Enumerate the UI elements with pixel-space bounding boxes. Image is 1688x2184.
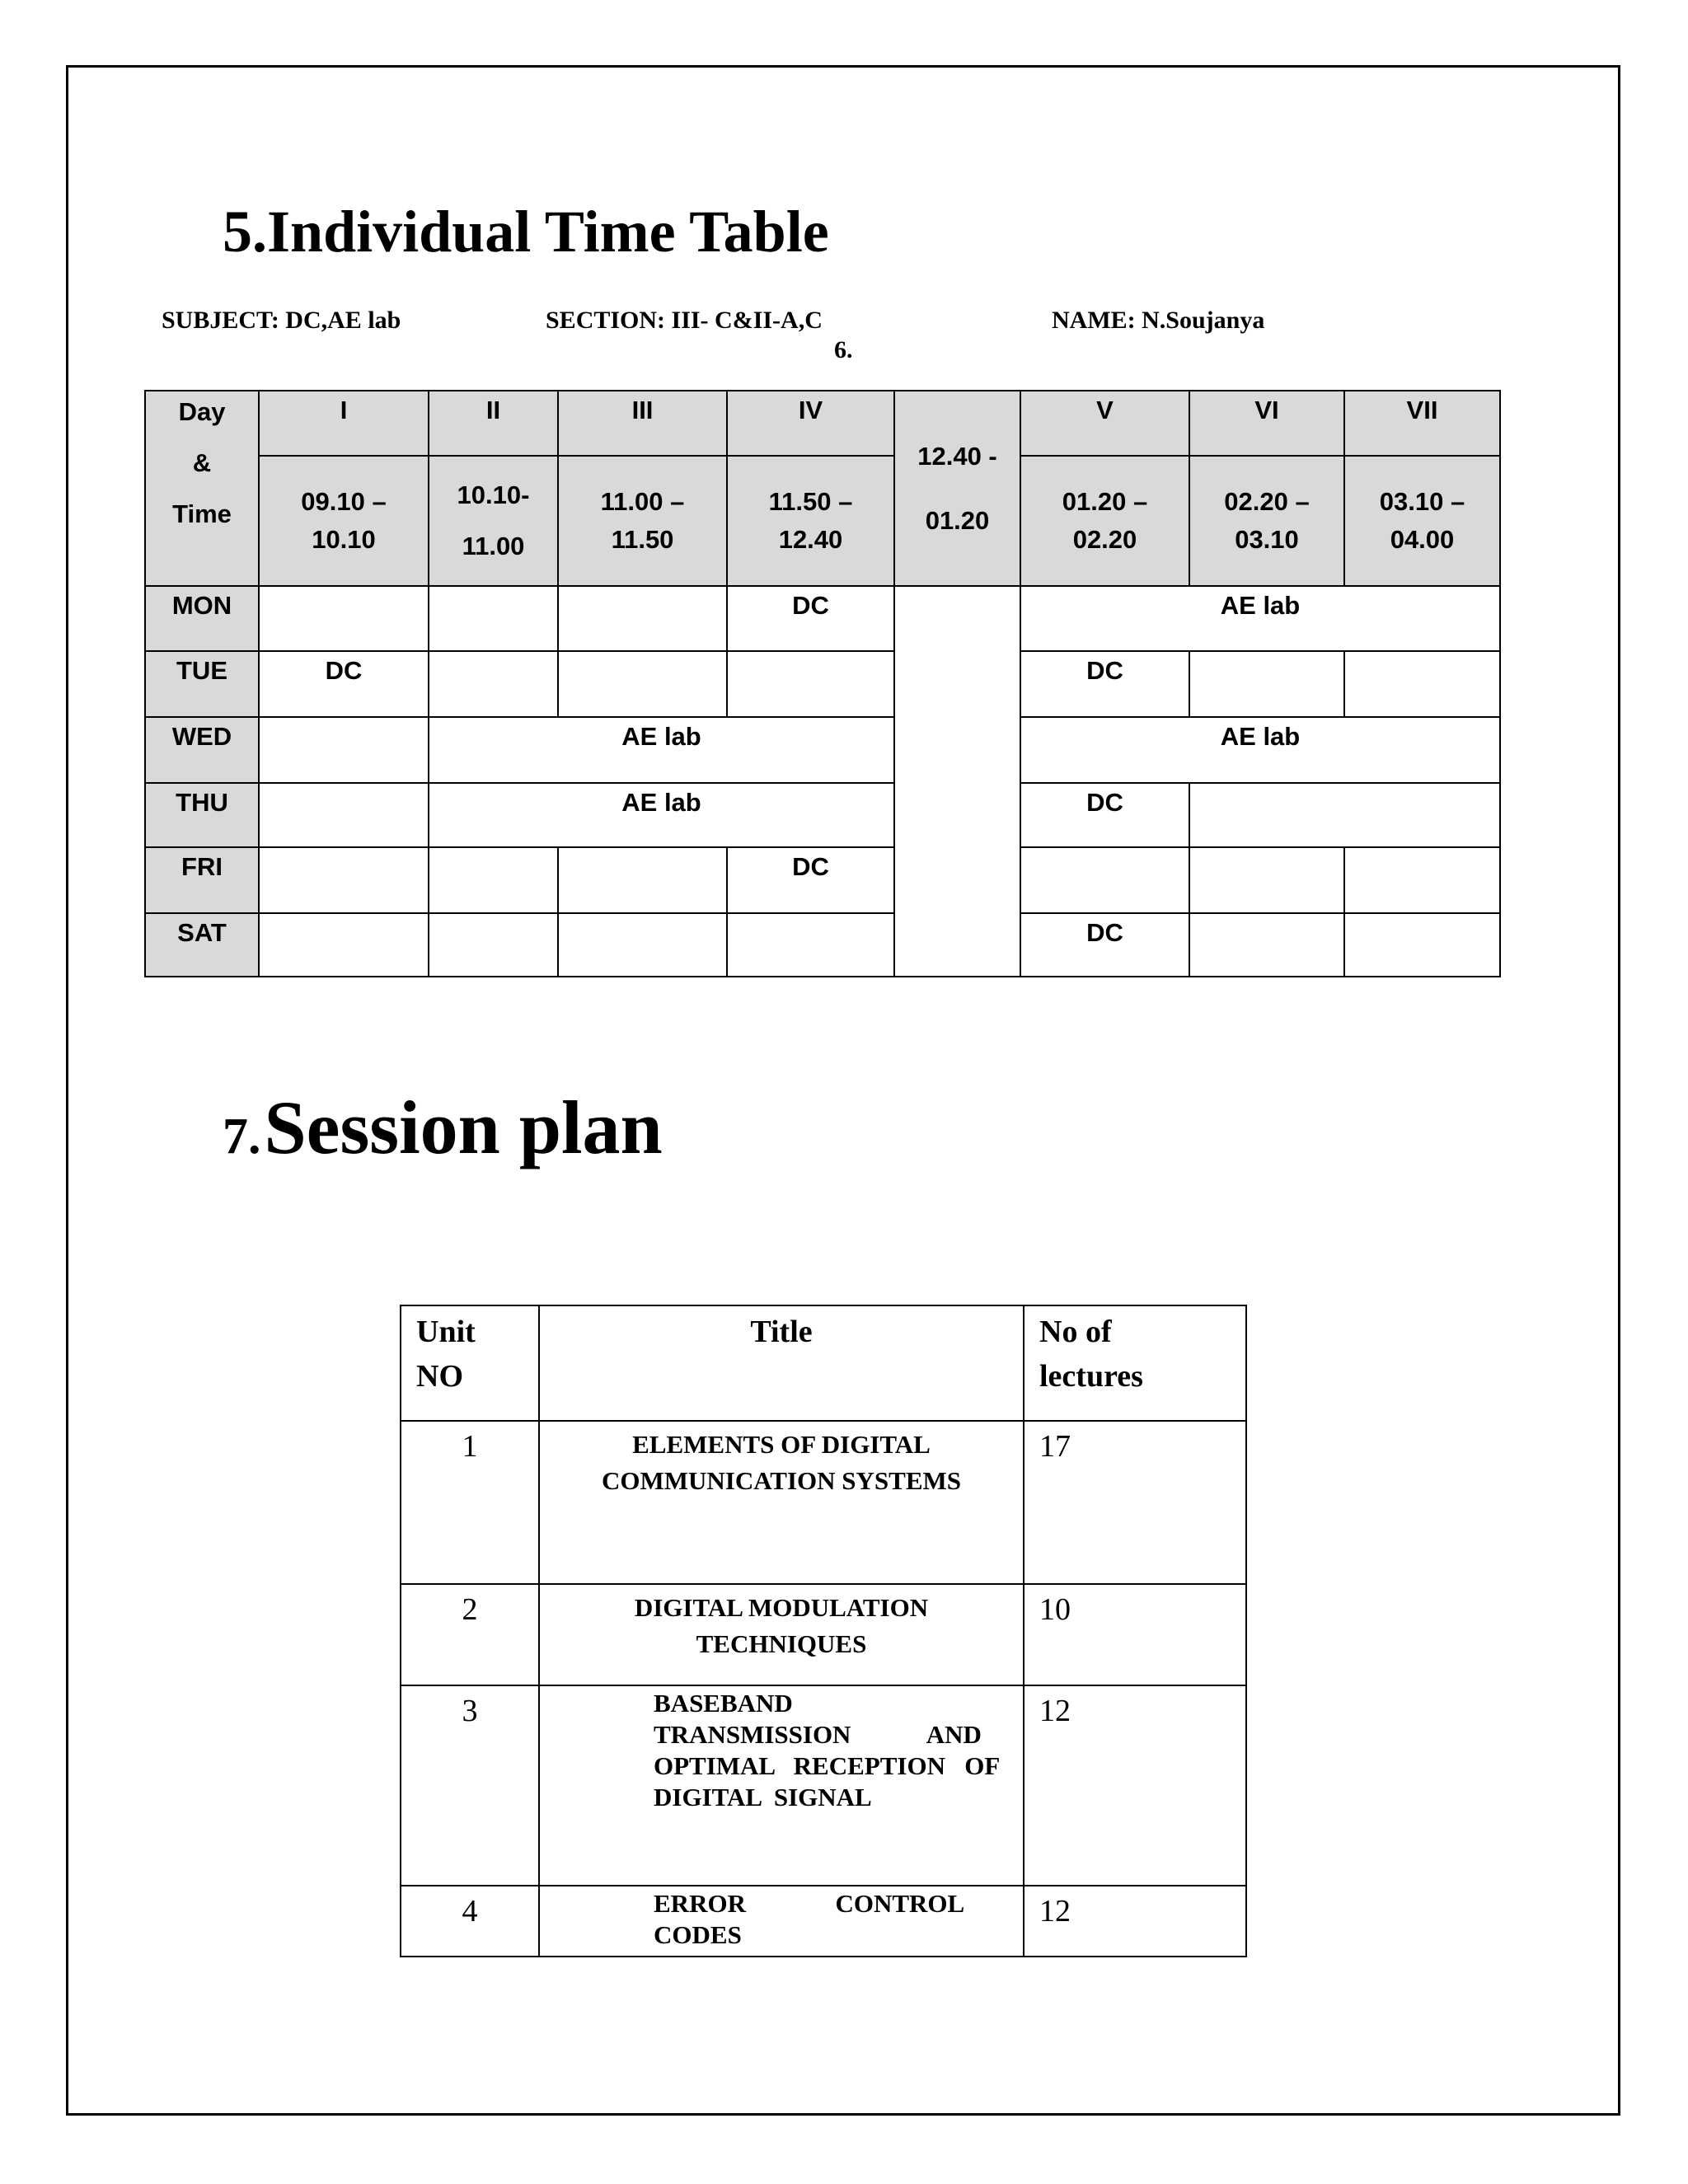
session-plan-table — [400, 1305, 1247, 1957]
timetable-cell: DC — [259, 651, 429, 717]
timetable-cell — [259, 586, 429, 651]
title-header: Title — [539, 1305, 1024, 1421]
table-row — [401, 1421, 1246, 1584]
timetable-cell: DC — [727, 586, 894, 651]
timetable-cell — [558, 847, 727, 913]
unit-title: BASEBAND TRANSMISSION AND OPTIMAL RECEPTION OF DIGITAL SIGNAL — [539, 1685, 1024, 1886]
lunch-break-cell — [894, 586, 1020, 977]
timetable-cell: AE lab — [429, 717, 894, 783]
timetable-cell — [1020, 847, 1189, 913]
timetable-cell — [429, 847, 558, 913]
unit-number: 4 — [401, 1886, 539, 1957]
day-label: TUE — [145, 651, 259, 717]
period-time: 01.20 – 02.20 — [1020, 456, 1189, 586]
timetable-cell — [259, 913, 429, 977]
unit-title: ELEMENTS OF DIGITAL COMMUNICATION SYSTEMS — [539, 1421, 1024, 1584]
period-time: 10.10- 11.00 — [429, 456, 558, 586]
period-time: 03.10 – 04.00 — [1344, 456, 1500, 586]
table-row — [401, 1584, 1246, 1685]
period-time: 09.10 – 10.10 — [259, 456, 429, 586]
timetable-cell — [429, 651, 558, 717]
day-label: SAT — [145, 913, 259, 977]
timetable — [144, 390, 1501, 977]
day-label: THU — [145, 783, 259, 847]
unit-no-header: Unit NO — [401, 1305, 539, 1421]
timetable-cell: DC — [727, 847, 894, 913]
timetable-cell — [259, 717, 429, 783]
timetable-cell — [1344, 847, 1500, 913]
timetable-cell: AE lab — [429, 783, 894, 847]
timetable-cell: DC — [1020, 651, 1189, 717]
table-row — [401, 1886, 1246, 1957]
period-time: 02.20 – 03.10 — [1189, 456, 1344, 586]
unit-number: 3 — [401, 1685, 539, 1886]
timetable-cell: DC — [1020, 913, 1189, 977]
timetable-cell — [558, 913, 727, 977]
session-plan-heading: 7. Session plan — [223, 1085, 663, 1169]
lecture-count: 12 — [1024, 1886, 1246, 1957]
timetable-cell — [558, 586, 727, 651]
timetable-cell — [727, 913, 894, 977]
period-header: V — [1020, 391, 1189, 456]
section-continuation: 6. — [834, 336, 853, 363]
period-time: 11.00 – 11.50 — [558, 456, 727, 586]
day-label: WED — [145, 717, 259, 783]
timetable-cell: AE lab — [1020, 717, 1500, 783]
period-header: IV — [727, 391, 894, 456]
timetable-cell — [1189, 651, 1344, 717]
table-row — [401, 1685, 1246, 1886]
day-label: FRI — [145, 847, 259, 913]
day-label: MON — [145, 586, 259, 651]
timetable-cell — [1189, 913, 1344, 977]
subject-label: SUBJECT: DC,AE lab — [162, 307, 401, 334]
lunch-time-header: 12.40 - 01.20 — [894, 391, 1020, 586]
name-label: NAME: N.Soujanya — [1052, 307, 1265, 334]
lecture-count: 10 — [1024, 1584, 1246, 1685]
lecture-count: 17 — [1024, 1421, 1246, 1584]
timetable-cell — [1189, 847, 1344, 913]
timetable-cell — [259, 847, 429, 913]
period-time: 11.50 – 12.40 — [727, 456, 894, 586]
period-header: III — [558, 391, 727, 456]
timetable-cell — [558, 651, 727, 717]
unit-title: ERROR CONTROL CODES — [539, 1886, 1024, 1957]
timetable-cell — [1189, 783, 1500, 847]
unit-title: DIGITAL MODULATION TECHNIQUES — [539, 1584, 1024, 1685]
unit-number: 1 — [401, 1421, 539, 1584]
period-header: VII — [1344, 391, 1500, 456]
timetable-cell: AE lab — [1020, 586, 1500, 651]
timetable-cell — [1344, 651, 1500, 717]
period-header: VI — [1189, 391, 1344, 456]
period-header: I — [259, 391, 429, 456]
timetable-cell — [429, 913, 558, 977]
period-header: II — [429, 391, 558, 456]
timetable-cell — [429, 586, 558, 651]
unit-number: 2 — [401, 1584, 539, 1685]
timetable-cell — [1344, 913, 1500, 977]
day-time-header: Day & Time — [145, 391, 259, 586]
timetable-heading: 5.Individual Time Table — [223, 199, 829, 265]
lectures-header: No of lectures — [1024, 1305, 1246, 1421]
timetable-cell — [259, 783, 429, 847]
timetable-cell — [727, 651, 894, 717]
section-label: SECTION: III- C&II-A,C — [546, 307, 823, 334]
timetable-cell: DC — [1020, 783, 1189, 847]
lecture-count: 12 — [1024, 1685, 1246, 1886]
